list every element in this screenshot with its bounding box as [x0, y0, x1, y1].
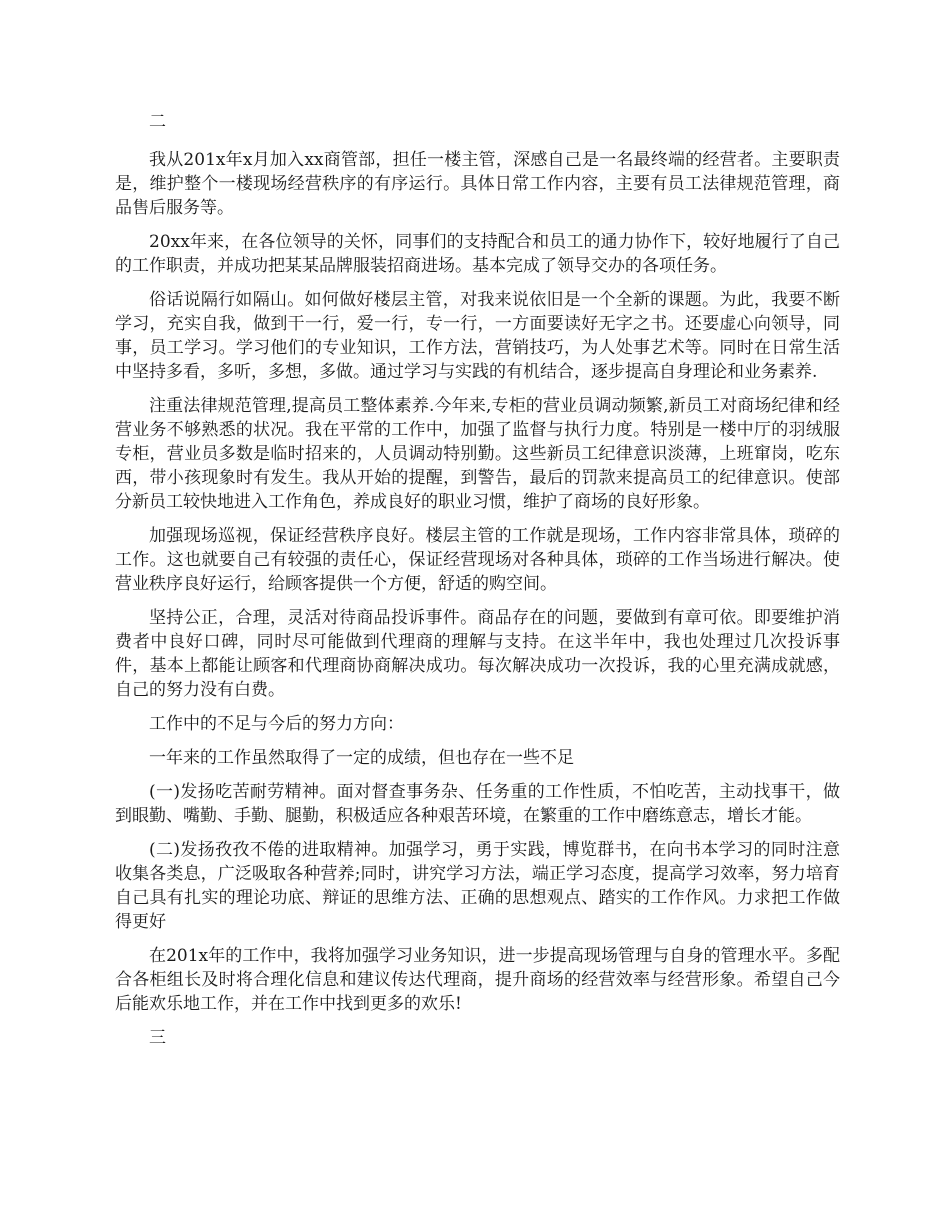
paragraph-9: (一)发扬吃苦耐劳精神。面对督查事务杂、任务重的工作性质，不怕吃苦，主动找事干，做到眼勤、嘴勤、手勤、腿勤，积极适应各种艰苦环境，在繁重的工作中磨练意志，增长才能。 [115, 782, 840, 826]
document-body [115, 110, 840, 1064]
section-number-three: 三 [149, 1028, 166, 1048]
paragraph-1: 我从201x年x月加入xx商管部，担任一楼主管，深感自己是一名最终端的经营者。主要职责是，维护整个一楼现场经营秩序的有序运行。具体日常工作内容，主要有员工法律规范管理，商品售后服务等。 [115, 150, 840, 218]
paragraph-11: 在201x年的工作中，我将加强学习业务知识，进一步提高现场管理与自身的管理水平。多配合各柜组长及时将合理化信息和建议传达代理商，提升商场的经营效率与经营形象。希望自己今后能欢乐地工作，并在工作中找到更多的欢乐! [115, 946, 840, 1014]
section-number-two: 二 [149, 112, 166, 132]
paragraph-7: 工作中的不足与今后的努力方向： [149, 714, 404, 734]
paragraph-8: 一年来的工作虽然取得了一定的成绩，但也存在一些不足 [149, 748, 574, 768]
paragraph-4: 注重法律规范管理,提高员工整体素养.今年来,专柜的营业员调动频繁,新员工对商场纪律和经营业务不够熟悉的状况。我在平常的工作中，加强了监督与执行力度。特别是一楼中厅的羽绒服专柜，营业员多数是临时招来的，人员调动特别勤。这些新员工纪律意识淡薄，上班窜岗，吃东西，带小孩现象时有发生。我从开始的提醒，到警告，最后的罚款来提高员工的纪律意识。使部分新员工较快地进入工作角色，养成良好的职业习惯，维护了商场的良好形象。 [115, 396, 840, 512]
paragraph-2: 20xx年来，在各位领导的关怀，同事们的支持配合和员工的通力协作下，较好地履行了自己的工作职责，并成功把某某品牌服装招商进场。基本完成了领导交办的各项任务。 [115, 232, 840, 276]
paragraph-6: 坚持公正，合理，灵活对待商品投诉事件。商品存在的问题，要做到有章可依。即要维护消费者中良好口碑，同时尽可能做到代理商的理解与支持。在这半年中，我也处理过几次投诉事件，基本上都能让顾客和代理商协商解决成功。每次解决成功一次投诉，我的心里充满成就感，自己的努力没有白费。 [115, 608, 840, 700]
paragraph-5: 加强现场巡视，保证经营秩序良好。楼层主管的工作就是现场，工作内容非常具体，琐碎的工作。这也就要自己有较强的责任心，保证经营现场对各种具体，琐碎的工作当场进行解决。使营业秩序良好运行，给顾客提供一个方便，舒适的购空间。 [115, 526, 840, 594]
paragraph-10: (二)发扬孜孜不倦的进取精神。加强学习，勇于实践，博览群书，在向书本学习的同时注意收集各类息，广泛吸取各种营养;同时，讲究学习方法，端正学习态度，提高学习效率，努力培育自己具有扎实的理论功底、辩证的思维方法、正确的思想观点、踏实的工作作风。力求把工作做得更好 [115, 840, 840, 932]
paragraph-3: 俗话说隔行如隔山。如何做好楼层主管，对我来说依旧是一个全新的课题。为此，我要不断学习，充实自我，做到干一行，爱一行，专一行，一方面要读好无字之书。还要虚心向领导，同事，员工学习。学习他们的专业知识，工作方法，营销技巧，为人处事艺术等。同时在日常生活中坚持多看，多听，多想，多做。通过学习与实践的有机结合，逐步提高自身理论和业务素养. [115, 290, 840, 382]
